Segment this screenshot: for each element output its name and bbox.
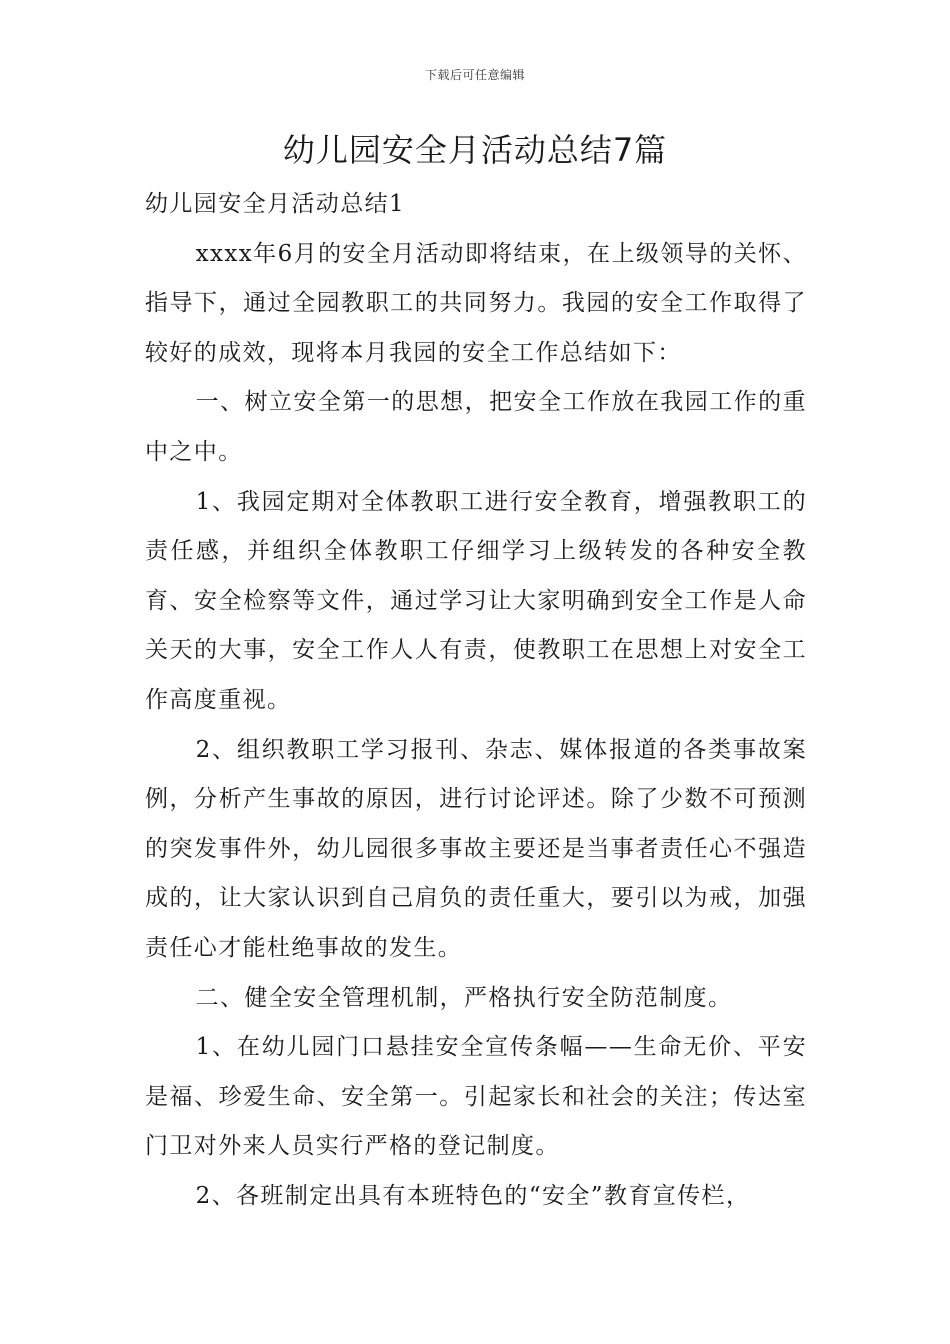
header-note: 下载后可任意编辑 — [424, 68, 525, 82]
document-body — [145, 180, 807, 1221]
document-title: 幼儿园安全月活动总结7篇 — [282, 131, 668, 169]
paragraph-1-1: 1、我园定期对全体教职工进行安全教育，增强教职工的责任感，并组织全体教职工仔细学习上级转发的各种安全教育、安全检察等文件，通过学习让大家明确到安全工作是人命关天的大事，安全工作人人有责，使教职工在思想上对安全工作高度重视。 — [145, 488, 807, 713]
paragraph-1-2: 2、组织教职工学习报刊、杂志、媒体报道的各类事故案例，分析产生事故的原因，进行讨论评述。除了少数不可预测的突发事件外，幼儿园很多事故主要还是当事者责任心不强造成的，让大家认识到自己肩负的责任重大，要引以为戒，加强责任心才能杜绝事故的发生。 — [145, 736, 807, 961]
paragraph-heading-2: 二、健全安全管理机制，严格执行安全防范制度。 — [195, 984, 733, 1011]
section-subtitle: 幼儿园安全月活动总结1 — [145, 191, 406, 217]
paragraph-2-1: 1、在幼儿园门口悬挂安全宣传条幅——生命无价、平安是福、珍爱生命、安全第一。引起家长和社会的关注；传达室门卫对外来人员实行严格的登记制度。 — [145, 1034, 807, 1160]
paragraph-intro: xxxx年6月的安全月活动即将结束，在上级领导的关怀、指导下，通过全园教职工的共同努力。我园的安全工作取得了较好的成效，现将本月我园的安全工作总结如下： — [145, 240, 807, 366]
paragraph-2-2: 2、各班制定出具有本班特色的“安全”教育宣传栏， — [195, 1182, 751, 1209]
paragraph-heading-1: 一、树立安全第一的思想，把安全工作放在我园工作的重中之中。 — [145, 389, 807, 465]
